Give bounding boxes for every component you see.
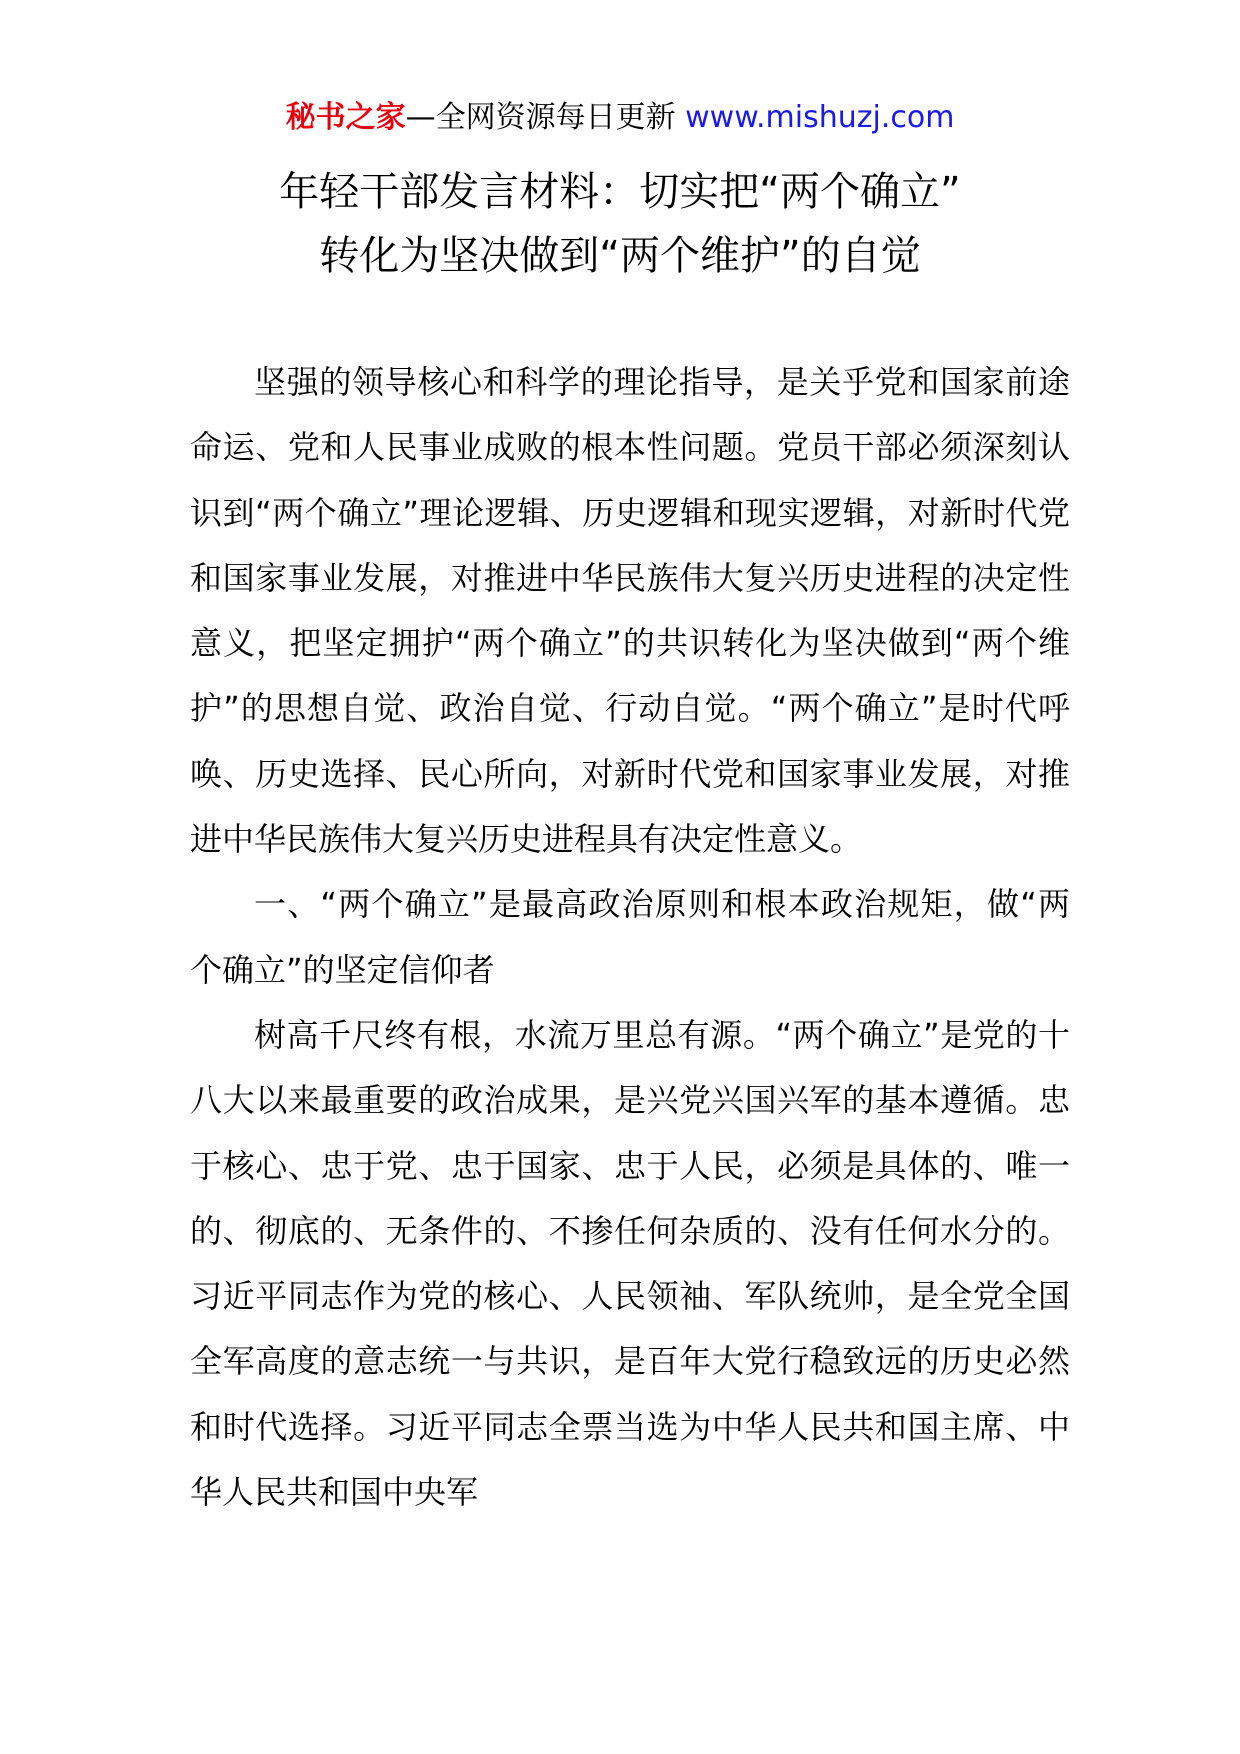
site-header	[0, 98, 1240, 138]
header-tagline: —全网资源每日更新	[405, 100, 686, 135]
section-heading-1: 一、“两个确立”是最高政治原则和根本政治规矩，做“两个确立”的坚定信仰者	[190, 885, 1070, 989]
document-body	[190, 350, 1070, 1525]
title-line-1: 年轻干部发言材料：切实把“两个确立”	[279, 169, 961, 215]
site-url-link[interactable]: www.mishuzj.com	[685, 100, 955, 135]
brand-name: 秘书之家	[285, 100, 406, 135]
body-paragraph-section-1: 树高千尺终有根，水流万里总有源。“两个确立”是党的十八大以来最重要的政治成果，是兴党兴国兴军的基本遵循。忠于核心、忠于党、忠于国家、忠于人民，必须是具体的、唯一的、彻底的、无条件的、不掺任何杂质的、没有任何水分的。习近平同志作为党的核心、人民领袖、军队统帅，是全党全国全军高度的意志统一与共识，是百年大党行稳致远的历史必然和时代选择。习近平同志全票当选为中华人民共和国主席、中华人民共和国中央军	[190, 1015, 1070, 1512]
document-title	[120, 160, 1120, 288]
body-paragraph-intro: 坚强的领导核心和科学的理论指导，是关乎党和国家前途命运、党和人民事业成败的根本性问题。党员干部必须深刻认识到“两个确立”理论逻辑、历史逻辑和现实逻辑，对新时代党和国家事业发展，对推进中华民族伟大复兴历史进程的决定性意义，把坚定拥护“两个确立”的共识转化为坚决做到“两个维护”的思想自觉、政治自觉、行动自觉。“两个确立”是时代呼唤、历史选择、民心所向，对新时代党和国家事业发展，对推进中华民族伟大复兴历史进程具有决定性意义。	[190, 363, 1070, 859]
title-line-2: 转化为坚决做到“两个维护”的自觉	[319, 233, 921, 279]
